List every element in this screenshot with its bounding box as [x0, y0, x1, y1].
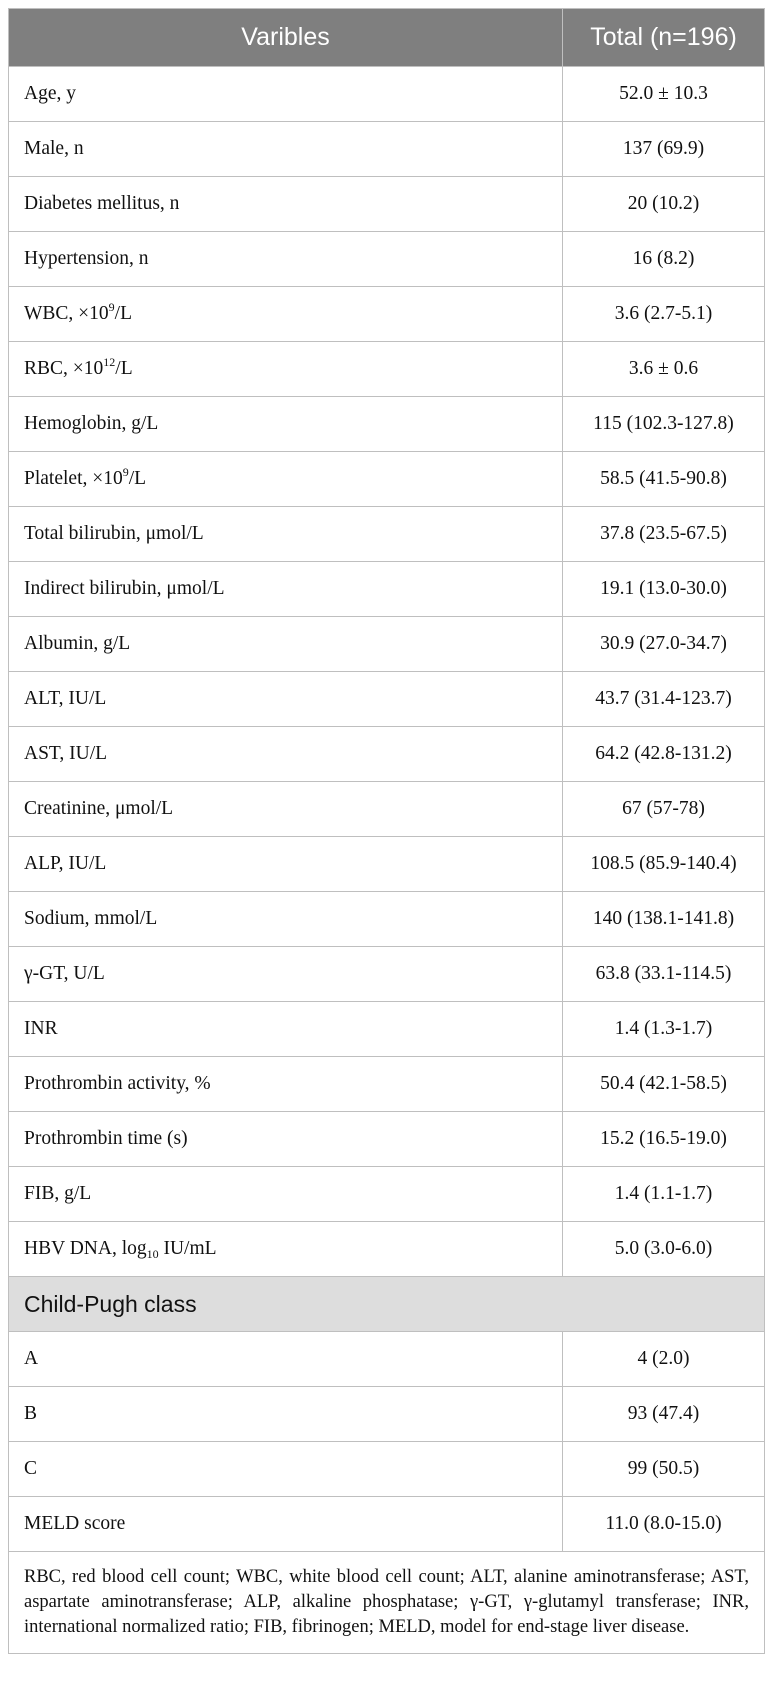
row-value: 52.0 ± 10.3: [563, 67, 765, 122]
row-value: 11.0 (8.0-15.0): [563, 1497, 765, 1552]
table-row: [9, 562, 765, 617]
row-value: 50.4 (42.1-58.5): [563, 1057, 765, 1112]
row-label: B: [9, 1387, 563, 1442]
table-row: [9, 122, 765, 177]
row-value: 30.9 (27.0-34.7): [563, 617, 765, 672]
table-row: [9, 1497, 765, 1552]
table-row: [9, 947, 765, 1002]
row-value: 137 (69.9): [563, 122, 765, 177]
row-value: 5.0 (3.0-6.0): [563, 1222, 765, 1277]
table-row: [9, 177, 765, 232]
baseline-characteristics-table: [8, 8, 765, 1654]
row-label: Indirect bilirubin, μmol/L: [9, 562, 563, 617]
label-text: WBC, ×10: [24, 303, 109, 324]
row-value: 93 (47.4): [563, 1387, 765, 1442]
row-label: FIB, g/L: [9, 1167, 563, 1222]
header-total: Total (n=196): [563, 9, 765, 67]
label-text: HBV DNA, log: [24, 1238, 147, 1259]
row-value: 20 (10.2): [563, 177, 765, 232]
row-label: [9, 1222, 563, 1277]
label-subscript: 10: [146, 1247, 159, 1261]
row-value: 16 (8.2): [563, 232, 765, 287]
table-row: [9, 507, 765, 562]
section-title: Child-Pugh class: [9, 1277, 765, 1332]
row-label: INR: [9, 1002, 563, 1057]
row-label: Hypertension, n: [9, 232, 563, 287]
table-row: [9, 837, 765, 892]
table-row: [9, 1002, 765, 1057]
table-row: [9, 1112, 765, 1167]
row-value: 63.8 (33.1-114.5): [563, 947, 765, 1002]
table-row: [9, 342, 765, 397]
table-row: [9, 892, 765, 947]
label-unit: /L: [114, 303, 133, 324]
table-row: [9, 782, 765, 837]
table-row: [9, 1222, 765, 1277]
row-label: C: [9, 1442, 563, 1497]
label-unit: IU/mL: [158, 1238, 217, 1259]
row-label: ALP, IU/L: [9, 837, 563, 892]
label-unit: /L: [115, 358, 133, 379]
table-row: [9, 1057, 765, 1112]
table-row: [9, 232, 765, 287]
row-label: AST, IU/L: [9, 727, 563, 782]
table-row: [9, 397, 765, 452]
label-superscript: 12: [103, 355, 116, 369]
row-label: Prothrombin activity, %: [9, 1057, 563, 1112]
row-value: 3.6 ± 0.6: [563, 342, 765, 397]
row-label: Prothrombin time (s): [9, 1112, 563, 1167]
row-label: Total bilirubin, μmol/L: [9, 507, 563, 562]
row-label: γ-GT, U/L: [9, 947, 563, 1002]
row-value: 67 (57-78): [563, 782, 765, 837]
section-header-row: [9, 1277, 765, 1332]
row-label: A: [9, 1332, 563, 1387]
label-superscript: 9: [122, 465, 129, 479]
table-row: [9, 1167, 765, 1222]
row-label: [9, 342, 563, 397]
row-label: MELD score: [9, 1497, 563, 1552]
table-row: [9, 1332, 765, 1387]
footnote-row: [9, 1552, 765, 1654]
footnote: RBC, red blood cell count; WBC, white blood cell count; ALT, alanine aminotransferase; AST, aspartate aminotransferase; ALP, alkaline phosphatase; γ-GT, γ-glutamyl transferase; INR, international normalized ratio; FIB, fibrinogen; MELD, model for end-stage liver disease.: [9, 1552, 765, 1654]
table-row: [9, 287, 765, 342]
row-label: Hemoglobin, g/L: [9, 397, 563, 452]
row-label: [9, 452, 563, 507]
row-label: ALT, IU/L: [9, 672, 563, 727]
table-row: [9, 452, 765, 507]
label-superscript: 9: [108, 300, 115, 314]
row-label: Sodium, mmol/L: [9, 892, 563, 947]
row-value: 15.2 (16.5-19.0): [563, 1112, 765, 1167]
row-value: 99 (50.5): [563, 1442, 765, 1497]
row-value: 37.8 (23.5-67.5): [563, 507, 765, 562]
row-label: Albumin, g/L: [9, 617, 563, 672]
row-label: [9, 287, 563, 342]
row-value: 43.7 (31.4-123.7): [563, 672, 765, 727]
row-value: 1.4 (1.3-1.7): [563, 1002, 765, 1057]
row-label: Creatinine, μmol/L: [9, 782, 563, 837]
label-text: RBC, ×10: [24, 358, 104, 379]
row-value: 108.5 (85.9-140.4): [563, 837, 765, 892]
row-value: 140 (138.1-141.8): [563, 892, 765, 947]
row-value: 1.4 (1.1-1.7): [563, 1167, 765, 1222]
table-row: [9, 1387, 765, 1442]
row-value: 3.6 (2.7-5.1): [563, 287, 765, 342]
table-row: [9, 67, 765, 122]
row-value: 4 (2.0): [563, 1332, 765, 1387]
row-label: Diabetes mellitus, n: [9, 177, 563, 232]
header-variables: Varibles: [9, 9, 563, 67]
row-label: Male, n: [9, 122, 563, 177]
row-value: 19.1 (13.0-30.0): [563, 562, 765, 617]
table-row: [9, 1442, 765, 1497]
table-row: [9, 617, 765, 672]
row-value: 64.2 (42.8-131.2): [563, 727, 765, 782]
table-row: [9, 727, 765, 782]
table-header-row: [9, 9, 765, 67]
row-label: Age, y: [9, 67, 563, 122]
row-value: 115 (102.3-127.8): [563, 397, 765, 452]
label-text: Platelet, ×10: [24, 468, 123, 489]
label-unit: /L: [128, 468, 147, 489]
baseline-characteristics-table-container: [8, 8, 764, 1654]
table-row: [9, 672, 765, 727]
row-value: 58.5 (41.5-90.8): [563, 452, 765, 507]
